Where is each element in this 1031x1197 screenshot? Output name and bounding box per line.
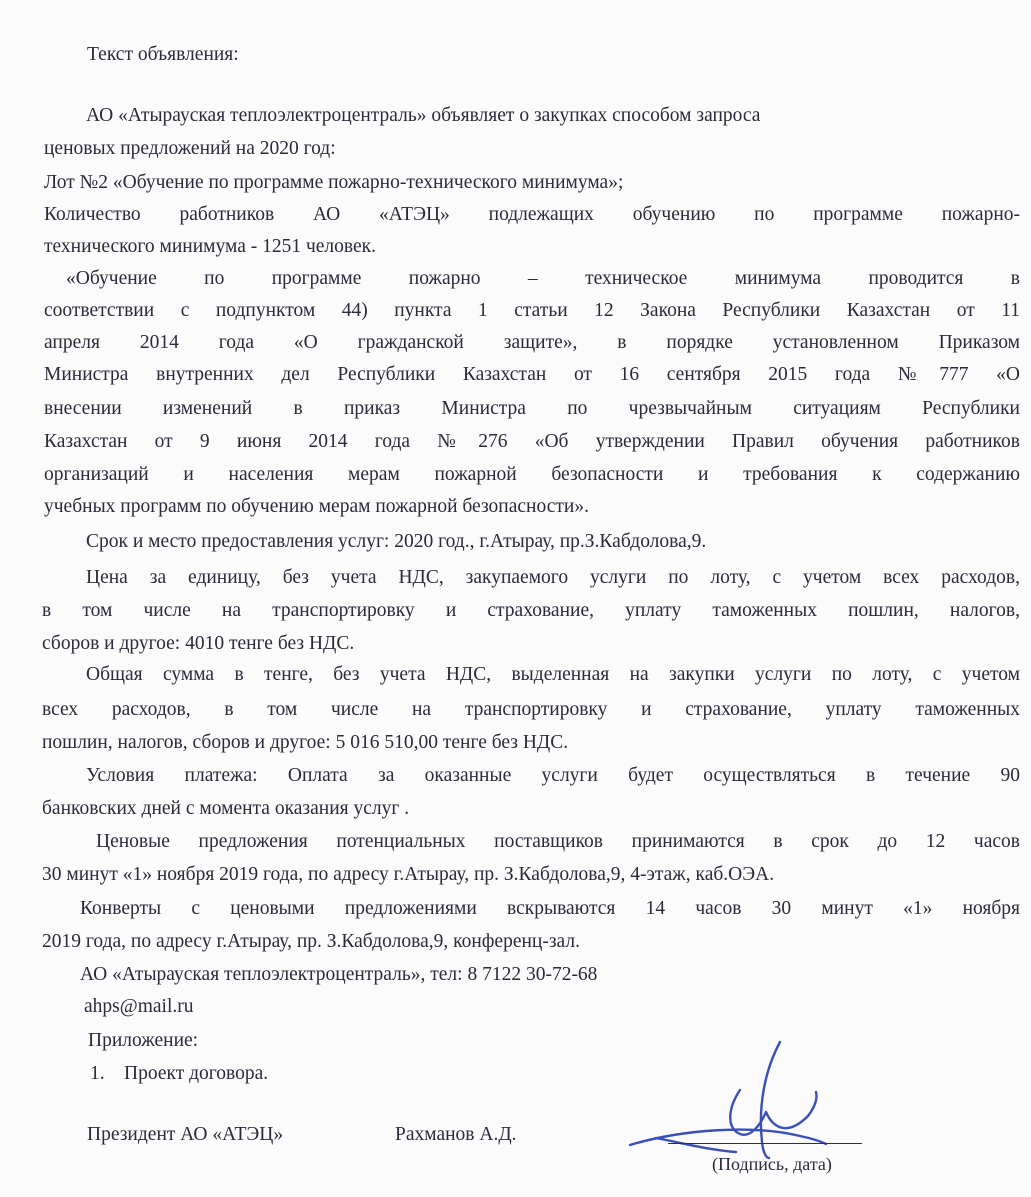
body-line: организаций и населения мерам пожарной безопасности и требования к содержанию [44,464,1020,485]
body-line: 2019 года, по адресу г.Атырау, пр. З.Кабдолова,9, конференц-зал. [42,931,580,952]
total-amount: пошлин, налогов, сборов и другое: 5 016 510,00 тенге без НДС. [42,732,569,753]
handwritten-signature [590,1030,850,1165]
body-line: соответствии с подпунктом 44) пункта 1 статьи 12 Закона Республики Казахстан от 11 [44,300,1020,321]
body-line: Цена за единицу, без учета НДС, закупаемого услуги по лоту, с учетом всех расходов, [86,567,1020,588]
body-line: всех расходов, в том числе на транспортировку и страхование, уплату таможенных [42,699,1020,720]
body-line: Министра внутренних дел Республики Казахстан от 16 сентября 2015 года №777 «О [44,364,1020,385]
unit-price: сборов и другое: 4010 тенге без НДС. [42,633,355,654]
submission-deadline: Ценовые предложения потенциальных поставщиков принимаются в срок до 12 часов [96,831,1020,852]
announcement-heading: Текст объявления: [87,44,239,65]
payment-terms: Условия платежа: Оплата за оказанные услуги будет осуществляться в течение 90 [86,765,1020,786]
lot-title: Лот №2 «Обучение по программе пожарно-технического минимума»; [44,172,624,193]
attachments-heading: Приложение: [88,1030,199,1051]
body-line: Казахстан от 9 июня 2014 года №276 «Об утверждении Правил обучения работников [44,431,1020,452]
signatory-name: Рахманов А.Д. [395,1124,517,1145]
signatory-position: Президент АО «АТЭЦ» [87,1124,284,1145]
body-line: 30 минут «1» ноября 2019 года, по адресу г.Атырау, пр. З.Кабдолова,9, 4-этаж, каб.ОЭА. [42,864,775,885]
body-line: апреля 2014 года «О гражданской защите», в порядке установленном Приказом [44,332,1020,353]
attachment-item: Проект договора. [124,1063,269,1084]
signature-caption: (Подпись, дата) [712,1154,832,1174]
body-line: банковских дней с момента оказания услуг . [42,798,410,819]
body-line: «Обучение по программе пожарно – техническое минимума проводится в [66,268,1020,289]
attachment-number: 1. [90,1063,105,1084]
body-line: в том числе на транспортировку и страхование, уплату таможенных пошлин, налогов, [42,600,1020,621]
body-line: Количество работников АО «АТЭЦ» подлежащих обучению по программе пожарно- [44,204,1020,225]
body-line: технического минимума - 1251 человек. [44,236,377,257]
body-line: внесении изменений в приказ Министра по чрезвычайным ситуациям Республики [44,398,1020,419]
body-line: Общая сумма в тенге, без учета НДС, выделенная на закупки услуги по лоту, с учетом [86,664,1020,685]
service-terms: Срок и место предоставления услуг: 2020 год., г.Атырау, пр.З.Кабдолова,9. [86,531,707,552]
body-line: АО «Атырауская теплоэлектроцентраль» объявляет о закупках способом запроса [86,105,761,126]
body-line: учебных программ по обучению мерам пожарной безопасности». [44,496,589,517]
opening-time: Конверты с ценовыми предложениями вскрываются 14 часов 30 минут «1» ноября [80,898,1020,919]
contact-email: ahps@mail.ru [84,996,194,1017]
body-line: ценовых предложений на 2020 год: [44,138,336,159]
contact-phone: АО «Атырауская теплоэлектроцентраль», тел: 8 7122 30-72-68 [80,964,598,985]
signature-line [668,1143,862,1144]
